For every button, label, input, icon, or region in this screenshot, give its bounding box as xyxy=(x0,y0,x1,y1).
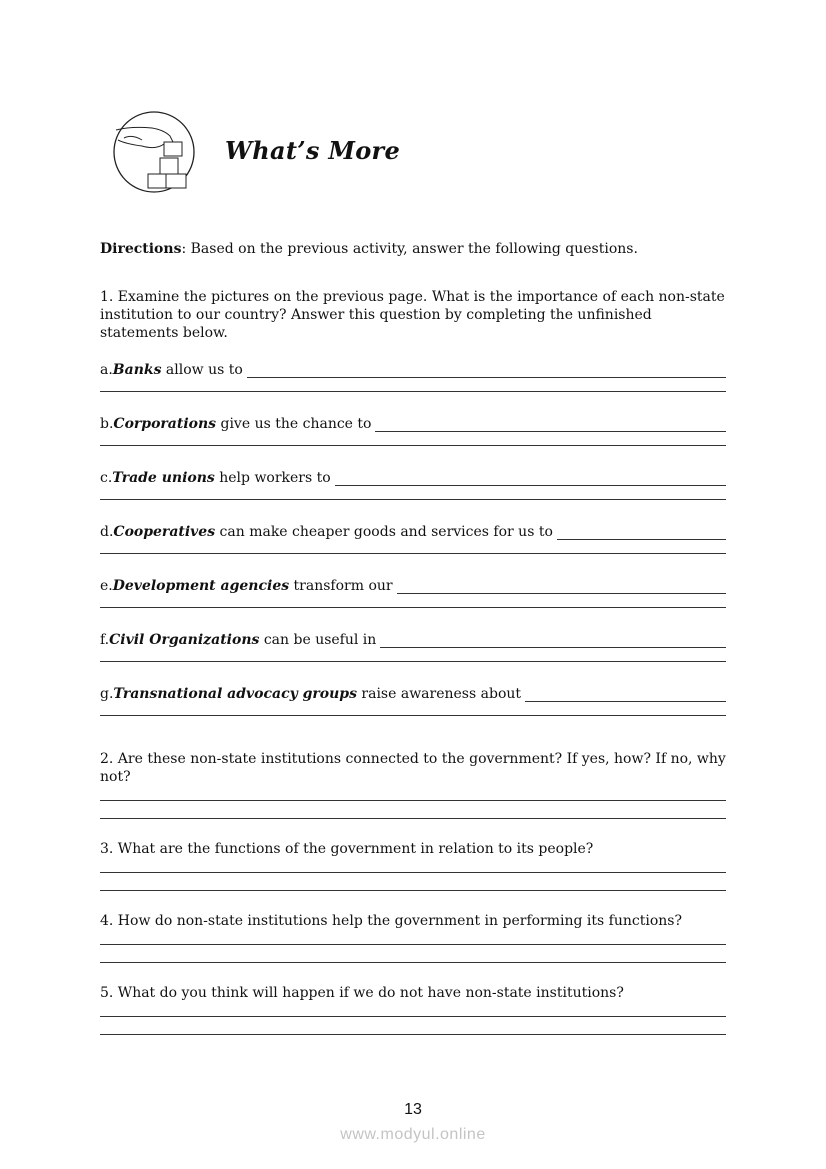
item-prefix: b. xyxy=(100,416,114,432)
item-term: Civil Organizations xyxy=(109,632,260,648)
answer-line[interactable] xyxy=(100,890,726,891)
answer-line[interactable] xyxy=(100,607,726,608)
answer-line[interactable] xyxy=(100,944,726,945)
item-term: Transnational advocacy groups xyxy=(113,686,357,702)
answer-line[interactable] xyxy=(100,872,726,873)
hand-stacking-blocks-icon xyxy=(112,110,196,194)
answer-line[interactable] xyxy=(100,391,726,392)
item-term: Banks xyxy=(112,362,162,378)
answer-line[interactable] xyxy=(100,445,726,446)
item-text: can make cheaper goods and services for us to xyxy=(215,524,553,540)
answer-line[interactable] xyxy=(100,553,726,554)
answer-blank[interactable] xyxy=(397,579,726,594)
answer-line[interactable] xyxy=(100,715,726,716)
statement-item xyxy=(100,630,726,648)
answer-line[interactable] xyxy=(100,499,726,500)
page-number: 13 xyxy=(404,1101,422,1118)
statement-item xyxy=(100,576,726,594)
statement-item xyxy=(100,414,726,432)
item-term: Corporations xyxy=(113,416,217,432)
answer-blank[interactable] xyxy=(335,471,726,486)
item-text: raise awareness about xyxy=(356,686,522,702)
item-prefix: a. xyxy=(100,362,113,378)
item-prefix: g. xyxy=(100,686,114,702)
item-text: help workers to xyxy=(214,470,331,486)
statement-item xyxy=(100,468,726,486)
answer-blank[interactable] xyxy=(557,525,726,540)
question-5: 5. What do you think will happen if we do not have non-state institutions? xyxy=(100,985,624,1001)
answer-blank[interactable] xyxy=(375,417,726,432)
question-2: 2. Are these non-state institutions connected to the government? If yes, how? If no, why not? xyxy=(100,751,726,785)
question-4: 4. How do non-state institutions help the government in performing its functions? xyxy=(100,913,682,929)
item-prefix: e. xyxy=(100,578,113,594)
item-prefix: d. xyxy=(100,524,114,540)
answer-blank[interactable] xyxy=(247,363,726,378)
answer-line[interactable] xyxy=(100,661,726,662)
answer-line[interactable] xyxy=(100,962,726,963)
question-1: 1. Examine the pictures on the previous page. What is the importance of each non-state institution to our country? Answer this question by completing the unfinished statements below. xyxy=(100,289,725,341)
directions-label: Directions xyxy=(100,241,182,257)
directions xyxy=(100,240,728,258)
section-title: What’s More xyxy=(225,136,401,165)
watermark: www.modyul.online xyxy=(340,1126,486,1143)
answer-line[interactable] xyxy=(100,1016,726,1017)
item-prefix: f. xyxy=(100,632,110,648)
answer-blank[interactable] xyxy=(525,687,726,702)
statement-item xyxy=(100,522,726,540)
statement-item xyxy=(100,684,726,702)
answer-blank[interactable] xyxy=(380,633,726,648)
answer-line[interactable] xyxy=(100,818,726,819)
statement-item xyxy=(100,360,726,378)
question-3: 3. What are the functions of the government in relation to its people? xyxy=(100,841,594,857)
item-term: Cooperatives xyxy=(113,524,216,540)
item-term: Development agencies xyxy=(112,578,290,594)
answer-line[interactable] xyxy=(100,800,726,801)
item-text: can be useful in xyxy=(259,632,377,648)
item-text: transform our xyxy=(289,578,393,594)
answer-line[interactable] xyxy=(100,1034,726,1035)
item-prefix: c. xyxy=(100,470,113,486)
item-text: allow us to xyxy=(161,362,243,378)
directions-text: : Based on the previous activity, answer the following questions. xyxy=(181,241,638,257)
item-term: Trade unions xyxy=(112,470,215,486)
item-text: give us the chance to xyxy=(216,416,372,432)
